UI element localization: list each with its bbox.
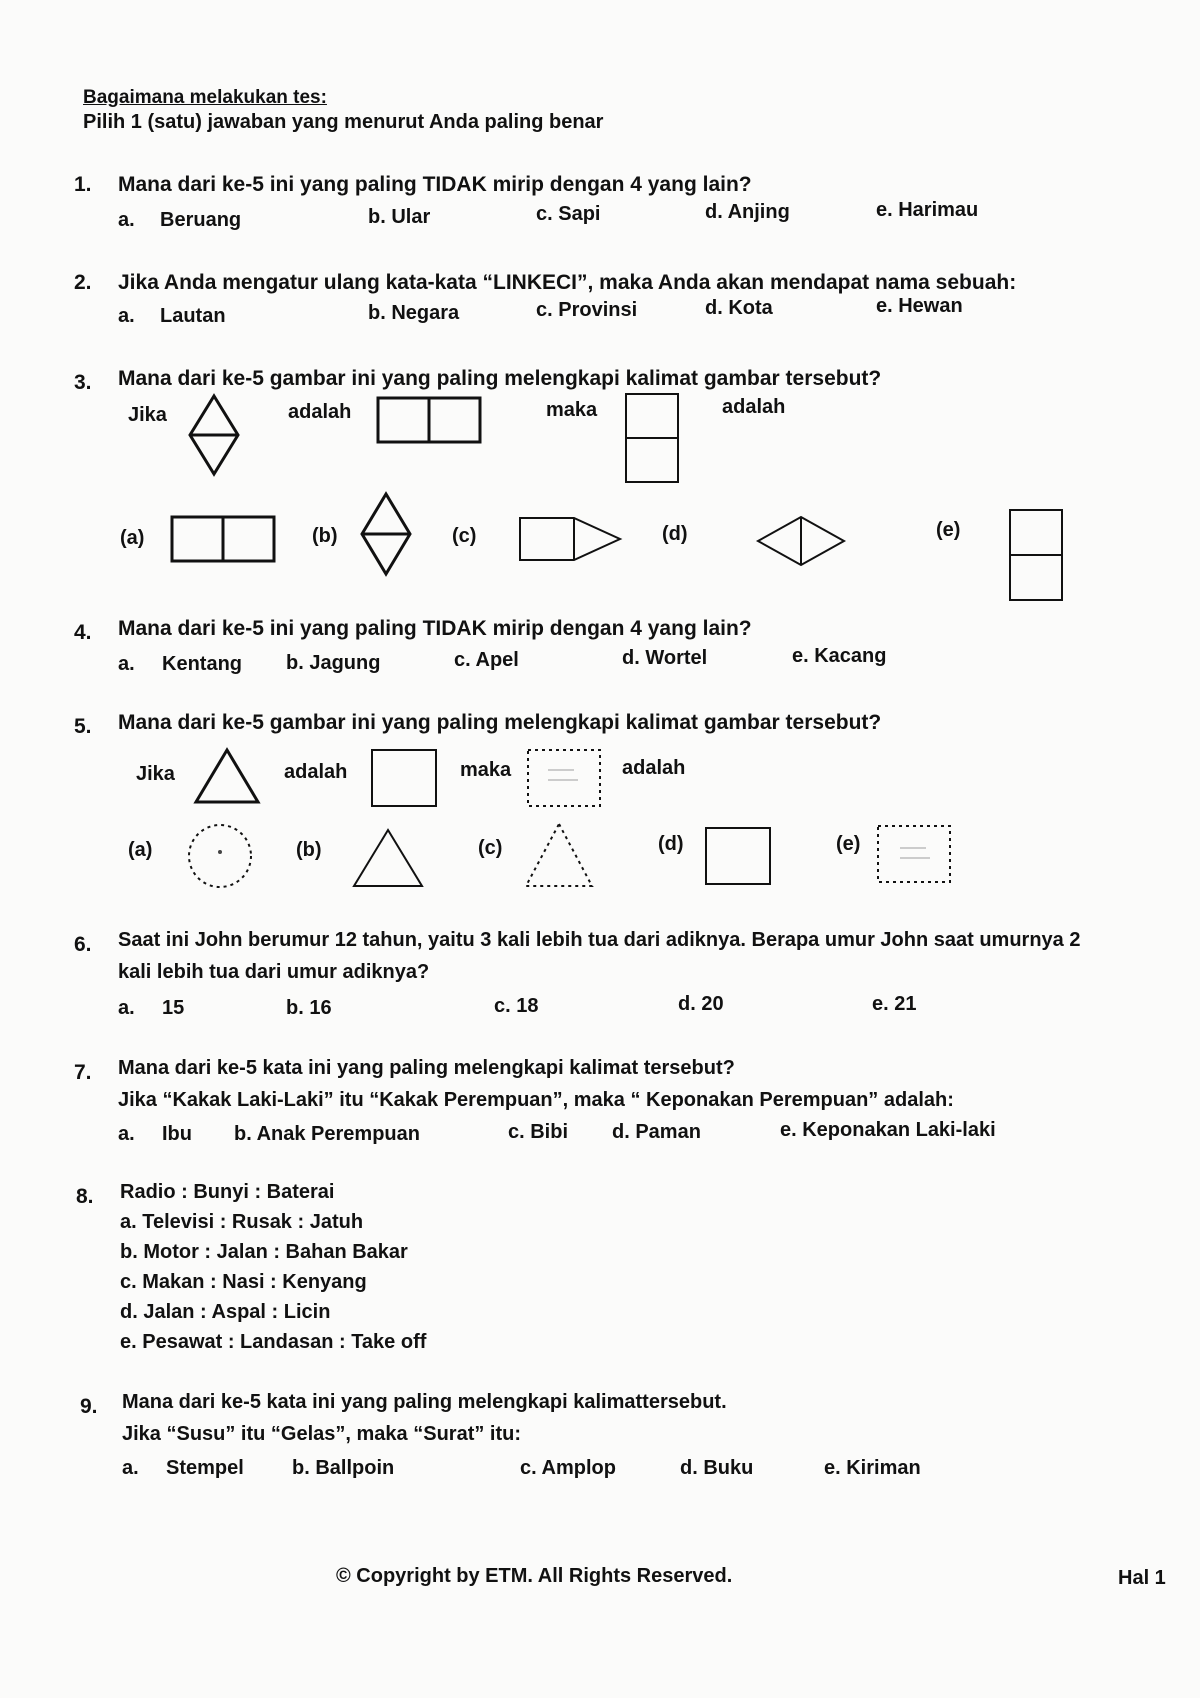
q2-option-d: d. Kota bbox=[705, 297, 773, 319]
q2-option-b: b. Negara bbox=[368, 302, 460, 324]
q6-text-line2: kali lebih tua dari umur adiknya? bbox=[118, 961, 430, 983]
q3-label-a: (a) bbox=[120, 527, 145, 549]
q3-label-c: (c) bbox=[452, 525, 477, 547]
q6-option-b: b. 16 bbox=[286, 997, 332, 1019]
q6-text-line1: Saat ini John berumur 12 tahun, yaitu 3 kali lebih tua dari adiknya. Berapa umur John saat umurnya 2 bbox=[118, 929, 1081, 951]
q4-option-b: b. Jagung bbox=[286, 652, 381, 674]
q6-option-c: c. 18 bbox=[494, 995, 539, 1017]
q8-option-b: b. Motor : Jalan : Bahan Bakar bbox=[120, 1241, 408, 1263]
q2-text: Jika Anda mengatur ulang kata-kata “LINKECI”, maka Anda akan mendapat nama sebuah: bbox=[118, 271, 1017, 294]
q4-option-e: e. Kacang bbox=[792, 645, 887, 667]
q3-option-a-double-square bbox=[170, 515, 276, 563]
q9-option-b: b. Ballpoin bbox=[292, 1457, 395, 1479]
q5-option-e-square-dotted bbox=[876, 824, 952, 884]
q5-label-a: (a) bbox=[128, 839, 153, 861]
q3-label-b: (b) bbox=[312, 525, 338, 547]
q5-square-dotted bbox=[526, 748, 602, 808]
q7-option-e: e. Keponakan Laki-laki bbox=[780, 1119, 996, 1141]
q1-option-c: c. Sapi bbox=[536, 203, 601, 225]
q2-option-e: e. Hewan bbox=[876, 295, 963, 317]
q5-number: 5. bbox=[74, 715, 92, 738]
q8-option-c: c. Makan : Nasi : Kenyang bbox=[120, 1271, 367, 1293]
q4-option-a-letter: a. bbox=[118, 653, 135, 675]
q1-option-b: b. Ular bbox=[368, 206, 431, 228]
q5-label-c: (c) bbox=[478, 837, 503, 859]
q9-option-d: d. Buku bbox=[680, 1457, 754, 1479]
q5-option-b-triangle-solid bbox=[352, 828, 424, 888]
q3-label-e: (e) bbox=[936, 519, 961, 541]
q3-option-d-diamond-vertical-split bbox=[756, 515, 846, 567]
q1-option-d: d. Anjing bbox=[705, 201, 790, 223]
q8-option-d: d. Jalan : Aspal : Licin bbox=[120, 1301, 331, 1323]
instructions-text: Pilih 1 (satu) jawaban yang menurut Anda paling benar bbox=[83, 111, 604, 133]
q5-option-c-triangle-dotted bbox=[524, 822, 594, 888]
q9-option-c: c. Amplop bbox=[520, 1457, 616, 1479]
q5-option-a-circle-dotted bbox=[186, 822, 254, 890]
q4-option-c: c. Apel bbox=[454, 649, 519, 671]
q7-option-a-letter: a. bbox=[118, 1123, 135, 1145]
q6-number: 6. bbox=[74, 933, 92, 956]
q4-number: 4. bbox=[74, 621, 92, 644]
q7-text-line1: Mana dari ke-5 kata ini yang paling melengkapi kalimat tersebut? bbox=[118, 1057, 735, 1079]
instructions-heading: Bagaimana melakukan tes: bbox=[83, 87, 327, 108]
q5-triangle-solid bbox=[194, 748, 260, 804]
copyright-notice: © Copyright by ETM. All Rights Reserved. bbox=[336, 1565, 733, 1587]
q8-option-a: a. Televisi : Rusak : Jatuh bbox=[120, 1211, 364, 1233]
q9-text-line2: Jika “Susu” itu “Gelas”, maka “Surat” itu: bbox=[122, 1423, 522, 1445]
q3-number: 3. bbox=[74, 371, 92, 394]
q3-option-b-diamond bbox=[358, 492, 414, 576]
q7-option-a: Ibu bbox=[162, 1123, 192, 1145]
q3-diamond-split-horizontal bbox=[186, 394, 242, 476]
q4-text: Mana dari ke-5 ini yang paling TIDAK mirip dengan 4 yang lain? bbox=[118, 617, 752, 640]
q5-word-jika: Jika bbox=[136, 763, 175, 785]
q5-word-adalah-2: adalah bbox=[622, 757, 686, 779]
q2-number: 2. bbox=[74, 271, 92, 294]
q3-word-jika: Jika bbox=[128, 404, 167, 426]
q7-number: 7. bbox=[74, 1061, 92, 1084]
q9-option-a-letter: a. bbox=[122, 1457, 139, 1479]
q2-option-a-letter: a. bbox=[118, 305, 135, 327]
q9-option-e: e. Kiriman bbox=[824, 1457, 921, 1479]
q1-text: Mana dari ke-5 ini yang paling TIDAK mirip dengan 4 yang lain? bbox=[118, 173, 752, 196]
q6-option-a-letter: a. bbox=[118, 997, 135, 1019]
q3-word-adalah: adalah bbox=[288, 401, 352, 423]
q9-text-line1: Mana dari ke-5 kata ini yang paling melengkapi kalimattersebut. bbox=[122, 1391, 727, 1413]
q5-text: Mana dari ke-5 gambar ini yang paling melengkapi kalimat gambar tersebut? bbox=[118, 711, 882, 734]
q3-double-square-vertical bbox=[624, 392, 680, 484]
q9-option-a: Stempel bbox=[166, 1457, 244, 1479]
q1-option-a-letter: a. bbox=[118, 209, 135, 231]
q5-option-d-square-solid bbox=[704, 826, 772, 886]
q3-label-d: (d) bbox=[662, 523, 688, 545]
q8-number: 8. bbox=[76, 1185, 94, 1208]
q7-text-line2: Jika “Kakak Laki-Laki” itu “Kakak Perempuan”, maka “ Keponakan Perempuan” adalah: bbox=[118, 1089, 954, 1111]
q6-option-d: d. 20 bbox=[678, 993, 724, 1015]
q5-word-maka: maka bbox=[460, 759, 512, 781]
q1-number: 1. bbox=[74, 173, 92, 196]
q5-label-d: (d) bbox=[658, 833, 684, 855]
q3-text: Mana dari ke-5 gambar ini yang paling melengkapi kalimat gambar tersebut? bbox=[118, 367, 882, 390]
q2-option-a: Lautan bbox=[160, 305, 226, 327]
q3-option-e-double-square-vertical bbox=[1008, 508, 1064, 602]
q4-option-d: d. Wortel bbox=[622, 647, 708, 669]
q7-option-c: c. Bibi bbox=[508, 1121, 569, 1143]
q8-option-e: e. Pesawat : Landasan : Take off bbox=[120, 1331, 427, 1353]
q7-option-b: b. Anak Perempuan bbox=[234, 1123, 420, 1145]
q7-option-d: d. Paman bbox=[612, 1121, 701, 1143]
q3-double-square-horizontal bbox=[376, 396, 482, 444]
q8-text: Radio : Bunyi : Baterai bbox=[120, 1181, 335, 1203]
q3-word-maka: maka bbox=[546, 399, 598, 421]
q5-square-solid bbox=[370, 748, 438, 808]
q4-option-a: Kentang bbox=[162, 653, 242, 675]
q6-option-e: e. 21 bbox=[872, 993, 917, 1015]
q1-option-e: e. Harimau bbox=[876, 199, 979, 221]
q6-option-a: 15 bbox=[162, 997, 185, 1019]
q5-label-b: (b) bbox=[296, 839, 322, 861]
q2-option-c: c. Provinsi bbox=[536, 299, 638, 321]
q9-number: 9. bbox=[80, 1395, 98, 1418]
q3-word-adalah-2: adalah bbox=[722, 396, 786, 418]
q3-option-c-pentagon-arrow bbox=[518, 516, 622, 562]
page-number: Hal 1 bbox=[1118, 1567, 1166, 1589]
q1-option-a: Beruang bbox=[160, 209, 242, 231]
q5-label-e: (e) bbox=[836, 833, 861, 855]
q5-word-adalah: adalah bbox=[284, 761, 348, 783]
